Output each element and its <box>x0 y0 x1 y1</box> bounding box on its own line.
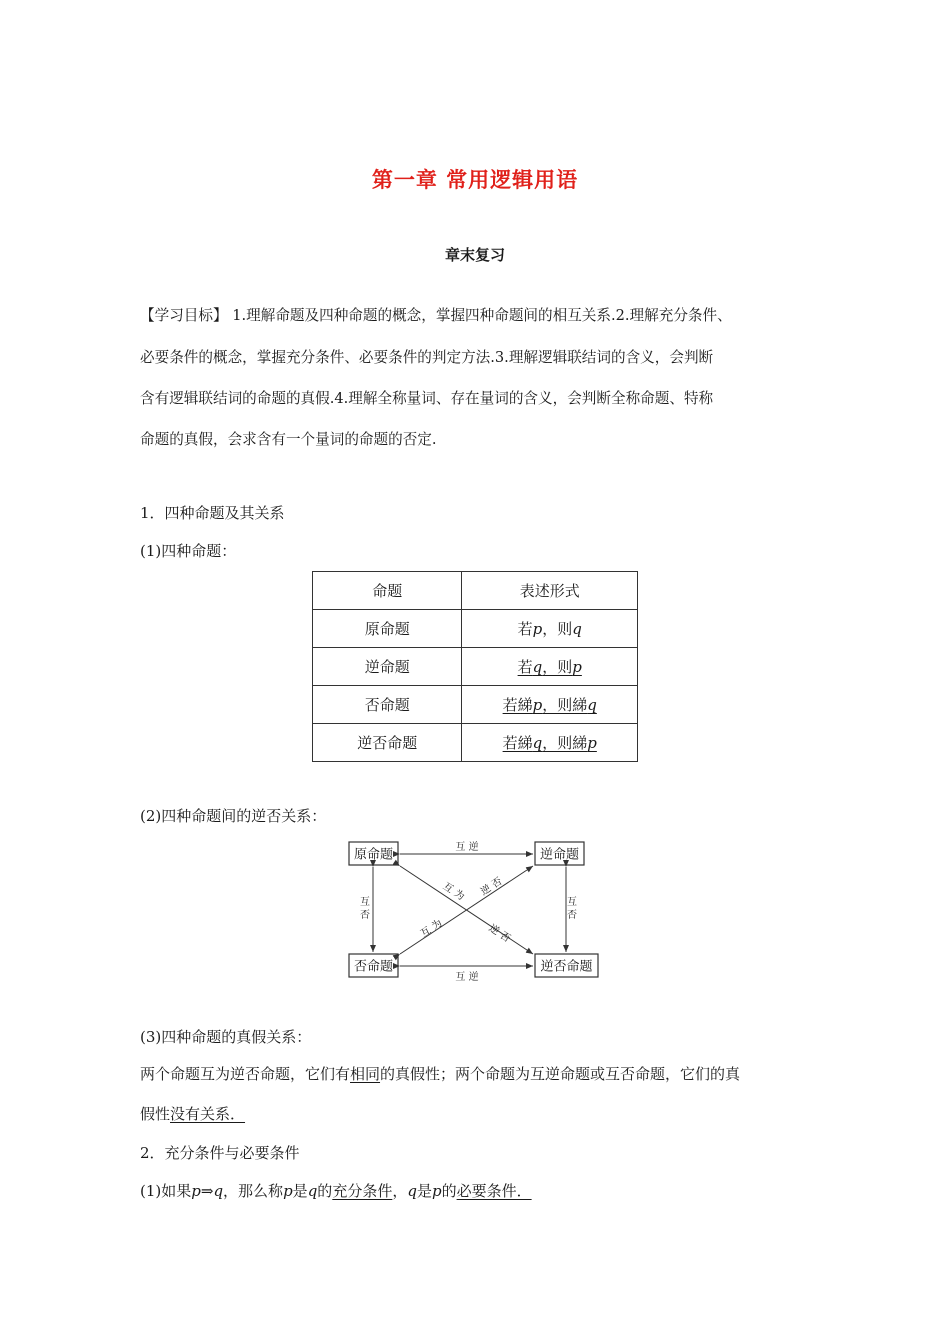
blank-answer-same: 相同 <box>350 1065 381 1083</box>
table-cell-name: 原命题 <box>313 610 462 648</box>
label-top: 互 逆 <box>455 842 479 853</box>
table-header-row <box>313 572 638 610</box>
table-cell-form: 若p，则q <box>462 610 638 648</box>
table-cell-name: 逆命题 <box>313 648 462 686</box>
label-diag-b1: 逆 否 <box>478 875 505 898</box>
truth-relation-line-2: 假性没有关系． <box>140 1105 246 1123</box>
label-bottom: 互 逆 <box>455 972 479 983</box>
subheading-truth-relation: (3)四种命题的真假关系： <box>140 1028 312 1046</box>
objectives-line-4: 命题的真假，会求含有一个量词的命题的否定. <box>140 431 437 448</box>
blank-answer-necessary: 必要条件． <box>456 1182 532 1200</box>
objectives-label: 【学习目标】 <box>140 307 228 324</box>
objectives-line-3: 含有逻辑联结词的命题的真假.4.理解全称量词、存在量词的含义，会判断全称命题、特称 <box>140 390 714 407</box>
section2-heading: 2．充分条件与必要条件 <box>140 1144 300 1162</box>
table-cell-name: 否命题 <box>313 686 462 724</box>
box-inverse-label: 否命题 <box>353 959 394 975</box>
chapter-title: 第一章 常用逻辑用语 <box>371 168 579 192</box>
label-diag-b2: 互 为 <box>418 917 445 940</box>
table-row <box>313 648 638 686</box>
box-contrapositive-label: 逆否命题 <box>540 959 593 975</box>
truth-relation-line-1: 两个命题互为逆否命题，它们有相同的真假性；两个命题为互逆命题或互否命题，它们的真 <box>140 1065 741 1083</box>
label-diag-a1: 互 为 <box>440 880 467 903</box>
section1-heading: 1．四种命题及其关系 <box>140 504 285 522</box>
objectives-text-1: 1.理解命题及四种命题的概念，掌握四种命题间的相互关系.2.理解充分条件、 <box>232 307 732 324</box>
label-left-1: 互 <box>360 897 370 908</box>
objectives-line-1 <box>140 305 820 327</box>
four-propositions-table <box>312 571 638 762</box>
blank-answer-sufficient: 充分条件 <box>332 1182 393 1200</box>
label-right-1: 互 <box>567 897 577 908</box>
label-diag-a2: 逆 否 <box>486 922 513 945</box>
table-cell-form: 若q，则p <box>462 648 638 686</box>
table-cell-form: 若綈q，则綈p <box>462 724 638 762</box>
box-original-label: 原命题 <box>353 847 394 863</box>
subheading-relation-diagram: (2)四种命题间的逆否关系： <box>140 807 327 825</box>
table-cell-form: 若綈p，则綈q <box>462 686 638 724</box>
sufficient-necessary-line: (1)如果p⇒q，那么称p是q的充分条件，q是p的必要条件． <box>140 1182 532 1200</box>
objectives-line-2: 必要条件的概念，掌握充分条件、必要条件的判定方法.3.理解逻辑联结词的含义，会判断 <box>140 349 714 366</box>
box-converse-label: 逆命题 <box>539 847 580 863</box>
table-cell-name: 逆否命题 <box>313 724 462 762</box>
table-row <box>313 610 638 648</box>
table-header-cell: 命题 <box>313 572 462 610</box>
subheading-four-propositions: (1)四种命题： <box>140 542 237 560</box>
label-right-2: 否 <box>567 910 577 921</box>
table-row <box>313 724 638 762</box>
blank-answer-unrelated: 没有关系． <box>170 1105 246 1123</box>
label-left-2: 否 <box>360 910 370 921</box>
proposition-relation-diagram <box>340 834 600 984</box>
section-title: 章末复习 <box>444 246 505 264</box>
table-header-cell: 表述形式 <box>462 572 638 610</box>
table-row <box>313 686 638 724</box>
